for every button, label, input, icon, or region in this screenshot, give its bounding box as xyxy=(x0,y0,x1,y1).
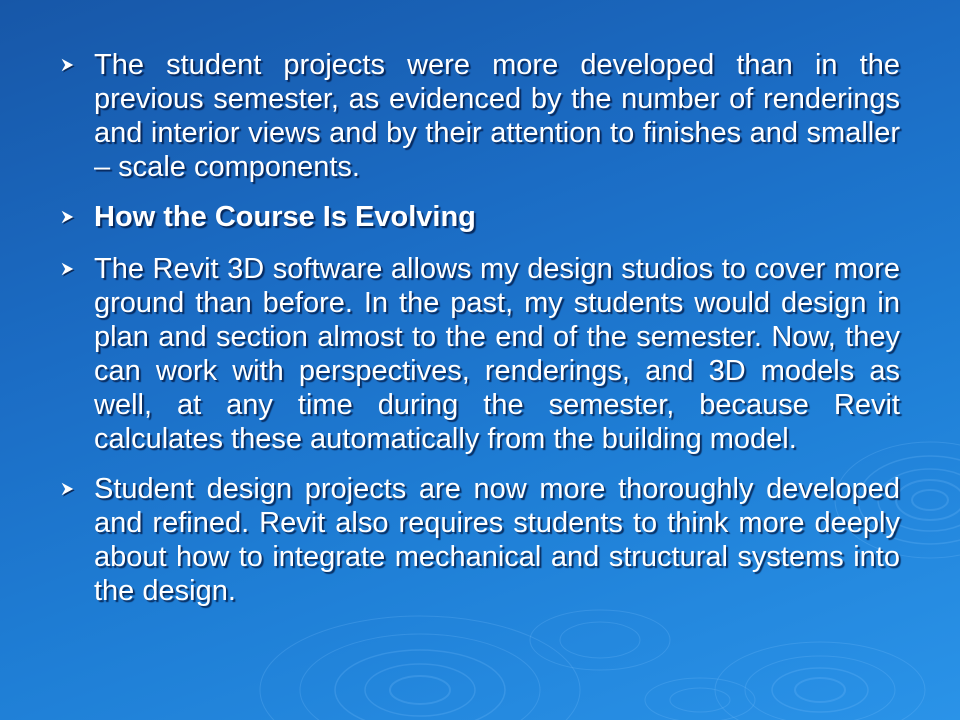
arrowhead-bullet-icon xyxy=(58,48,94,84)
bullet-text: The student projects were more developed than in the previous semester, as evidenced by the number of renderings and interior views and by their attention to finishes and smaller – scale components. xyxy=(94,49,900,183)
bullet-text: Student design projects are now more thoroughly developed and refined. Revit also requires students to think more deeply about how to integrate mechanical and structural systems into the design. xyxy=(94,473,900,607)
section-heading: How the Course Is Evolving xyxy=(94,201,476,233)
arrowhead-bullet-icon xyxy=(58,252,94,288)
bullet-list xyxy=(58,48,900,624)
arrowhead-bullet-icon xyxy=(58,472,94,508)
arrowhead-bullet-icon xyxy=(58,200,94,236)
bullet-item xyxy=(58,48,900,184)
bullet-text: The Revit 3D software allows my design studios to cover more ground than before. In the past, my students would design in plan and section almost to the end of the semester. Now, they can work with perspectives, renderings, and 3D models as well, at any time during the semester, because Revit calculates these automatically from the building model. xyxy=(94,253,900,455)
bullet-item xyxy=(58,252,900,456)
bullet-item xyxy=(58,472,900,608)
bullet-item xyxy=(58,200,900,236)
